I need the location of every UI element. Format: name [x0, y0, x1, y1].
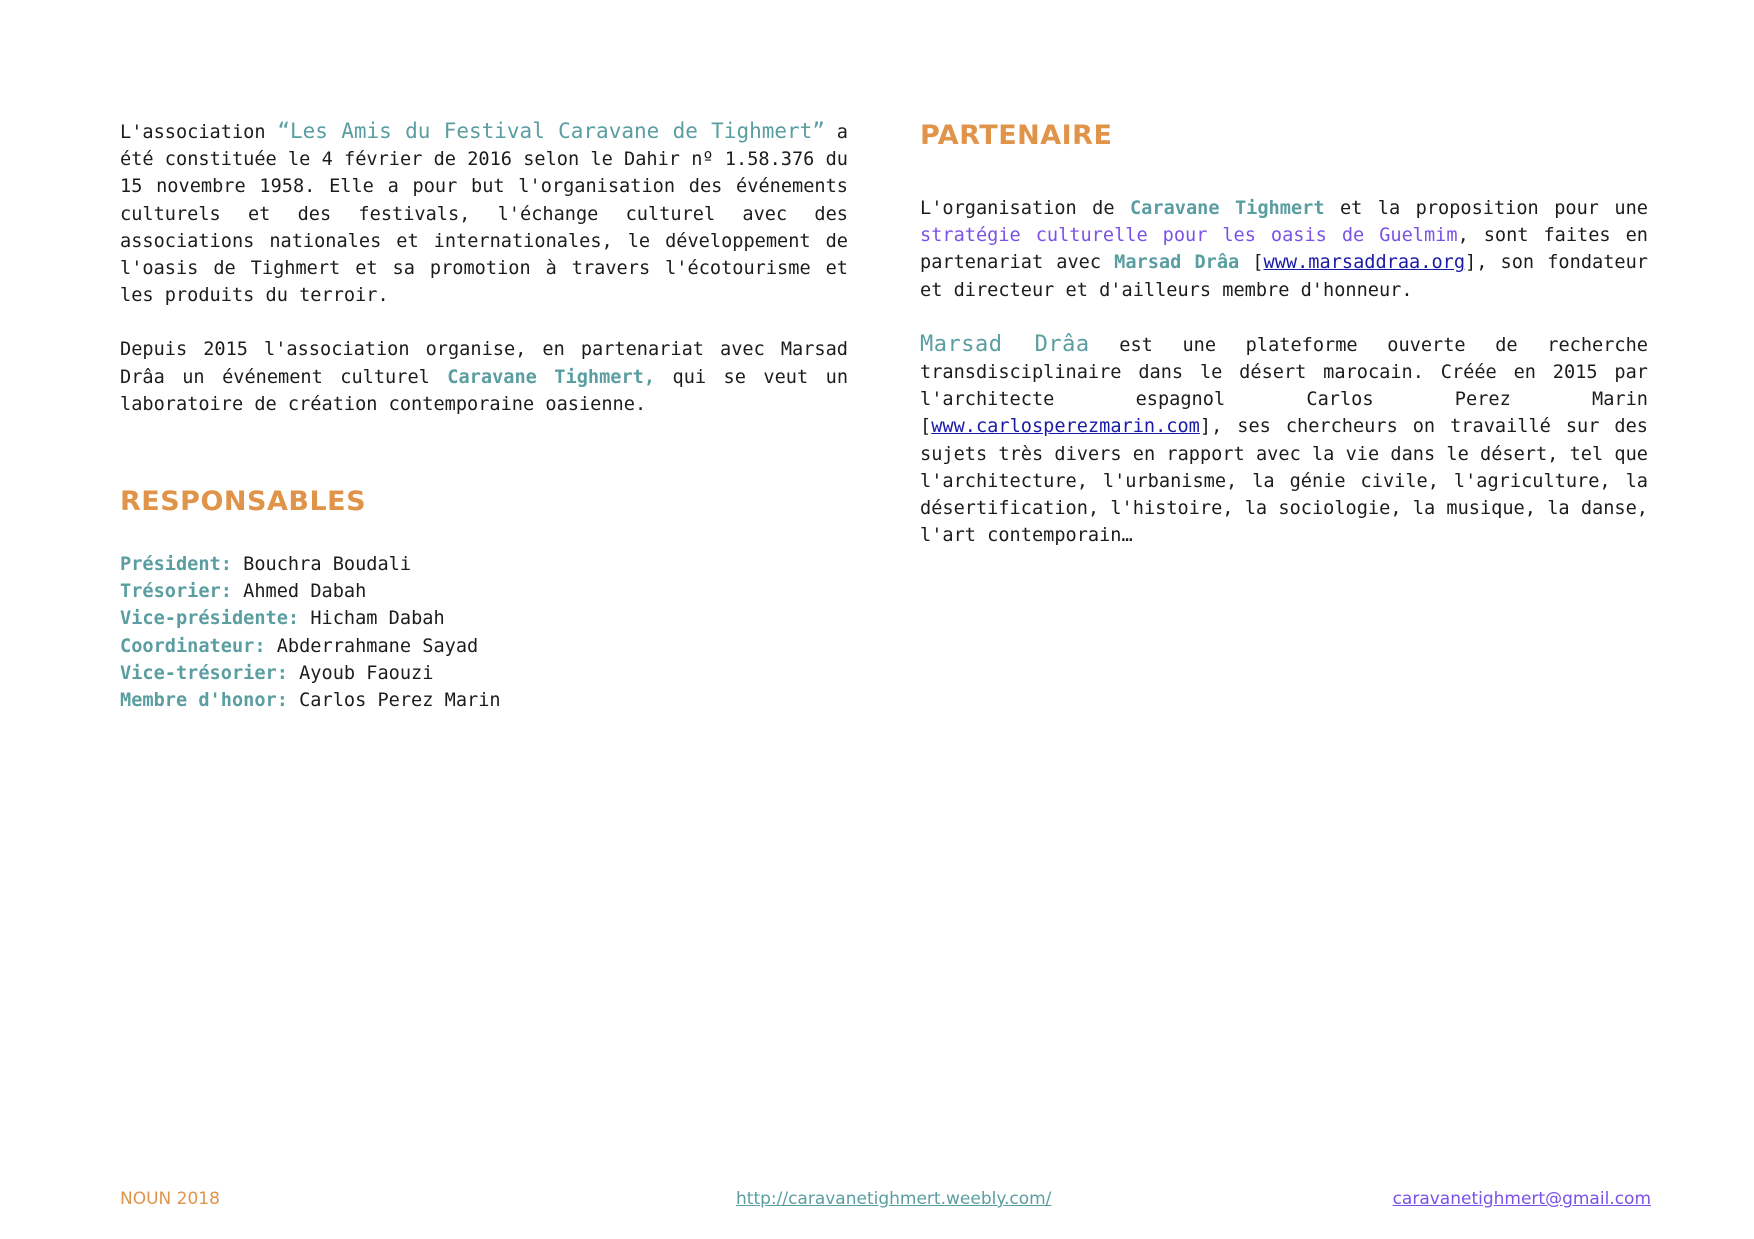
responsable-role: Vice-présidente: — [120, 608, 300, 630]
since-2015-paragraph — [120, 336, 848, 418]
responsables-list — [120, 551, 848, 714]
responsable-role: Vice-trésorier: — [120, 662, 288, 684]
responsable-name: Ayoub Faouzi — [287, 662, 434, 684]
left-column — [120, 118, 848, 714]
footer-email-link[interactable]: caravanetighmert@gmail.com — [1392, 1189, 1651, 1209]
responsable-role: Trésorier: — [120, 581, 232, 603]
responsable-role: Président: — [120, 554, 232, 576]
marsad-draa-name-large: Marsad Drâa — [920, 331, 1090, 357]
rp2-text-c: ], ses chercheurs on travaillé sur des sujets très divers en rapport avec la vie dans le désert, tel que l'architecture, l'urbanisme, la génie civile, l'agriculture, la désertification, l'histoire, la sociologie, la musique, la danse, l'art contemporain… — [920, 416, 1648, 547]
responsable-row — [120, 633, 848, 660]
responsables-heading: RESPONSABLES — [120, 486, 367, 518]
responsable-row — [120, 687, 848, 714]
right-column — [920, 118, 1648, 549]
caravane-tighmert-name: Caravane Tighmert — [1129, 198, 1325, 219]
rp1-text-c: et la proposition pour une — [1324, 198, 1648, 219]
responsable-row — [120, 578, 848, 605]
responsable-name: Hicham Dabah — [299, 608, 445, 630]
p1-text-a: L'association — [120, 122, 278, 143]
responsable-row — [120, 660, 848, 687]
marsaddraa-link[interactable]: www.marsaddraa.org — [1263, 252, 1466, 274]
strategie-link[interactable]: stratégie culturelle pour les oasis de Guelmim — [920, 225, 1458, 247]
rp1-text-a: L'organisation de — [920, 198, 1130, 219]
footer-noun: NOUN 2018 — [120, 1189, 220, 1209]
carlosperezmarin-link[interactable]: www.carlosperezmarin.com — [931, 416, 1200, 438]
rp2-text-b: est une plateforme ouverte de recherche transdisciplinaire dans le désert marocain. Créée en 2015 par l'architecte espagnol Carlos Perez Marin [ — [920, 334, 1649, 438]
responsable-role: Coordinateur: — [120, 635, 266, 657]
responsable-name: Ahmed Dabah — [231, 581, 367, 603]
p2-text-c: qui se veut un laboratoire de création contemporaine oasienne. — [120, 366, 849, 415]
p2-text-a: Depuis 2015 l'association organise, en partenariat avec Marsad Drâa un événement culturel — [120, 339, 848, 388]
p1-text-c: a été constituée le 4 février de 2016 selon le Dahir nº 1.58.376 du 15 novembre 1958. Elle a pour but l'organisation des événements culturels et des festivals, l'échange culturel avec des associations nationales et internationales, le développement de l'oasis de Tighmert et sa promotion à travers l'écotourisme et les produits du terroir. — [120, 122, 848, 307]
marsad-draa-paragraph — [920, 331, 1648, 550]
responsable-name: Abderrahmane Sayad — [265, 635, 479, 657]
rp1-text-g: [ — [1239, 252, 1264, 274]
responsable-role: Membre d'honor: — [120, 690, 288, 712]
caravane-tighmert-name: Caravane Tighmert, — [447, 366, 656, 388]
partenaire-heading: PARTENAIRE — [920, 120, 1113, 151]
responsable-name: Bouchra Boudali — [231, 554, 412, 576]
responsable-row — [120, 551, 848, 578]
partenaire-paragraph — [920, 195, 1648, 304]
footer-website-link[interactable]: http://caravanetighmert.weebly.com/ — [736, 1189, 1052, 1209]
marsad-draa-name: Marsad Drâa — [1114, 252, 1240, 274]
rp1-text-e: , sont faites en partenariat avec — [920, 225, 1648, 274]
association-name: “Les Amis du Festival Caravane de Tighmert” — [277, 119, 825, 143]
rp1-text-h: ], son fondateur et directeur et d'ailleurs membre d'honneur. — [920, 252, 1648, 301]
association-paragraph — [120, 118, 848, 309]
responsable-name: Carlos Perez Marin — [287, 690, 501, 712]
responsable-row — [120, 605, 848, 632]
